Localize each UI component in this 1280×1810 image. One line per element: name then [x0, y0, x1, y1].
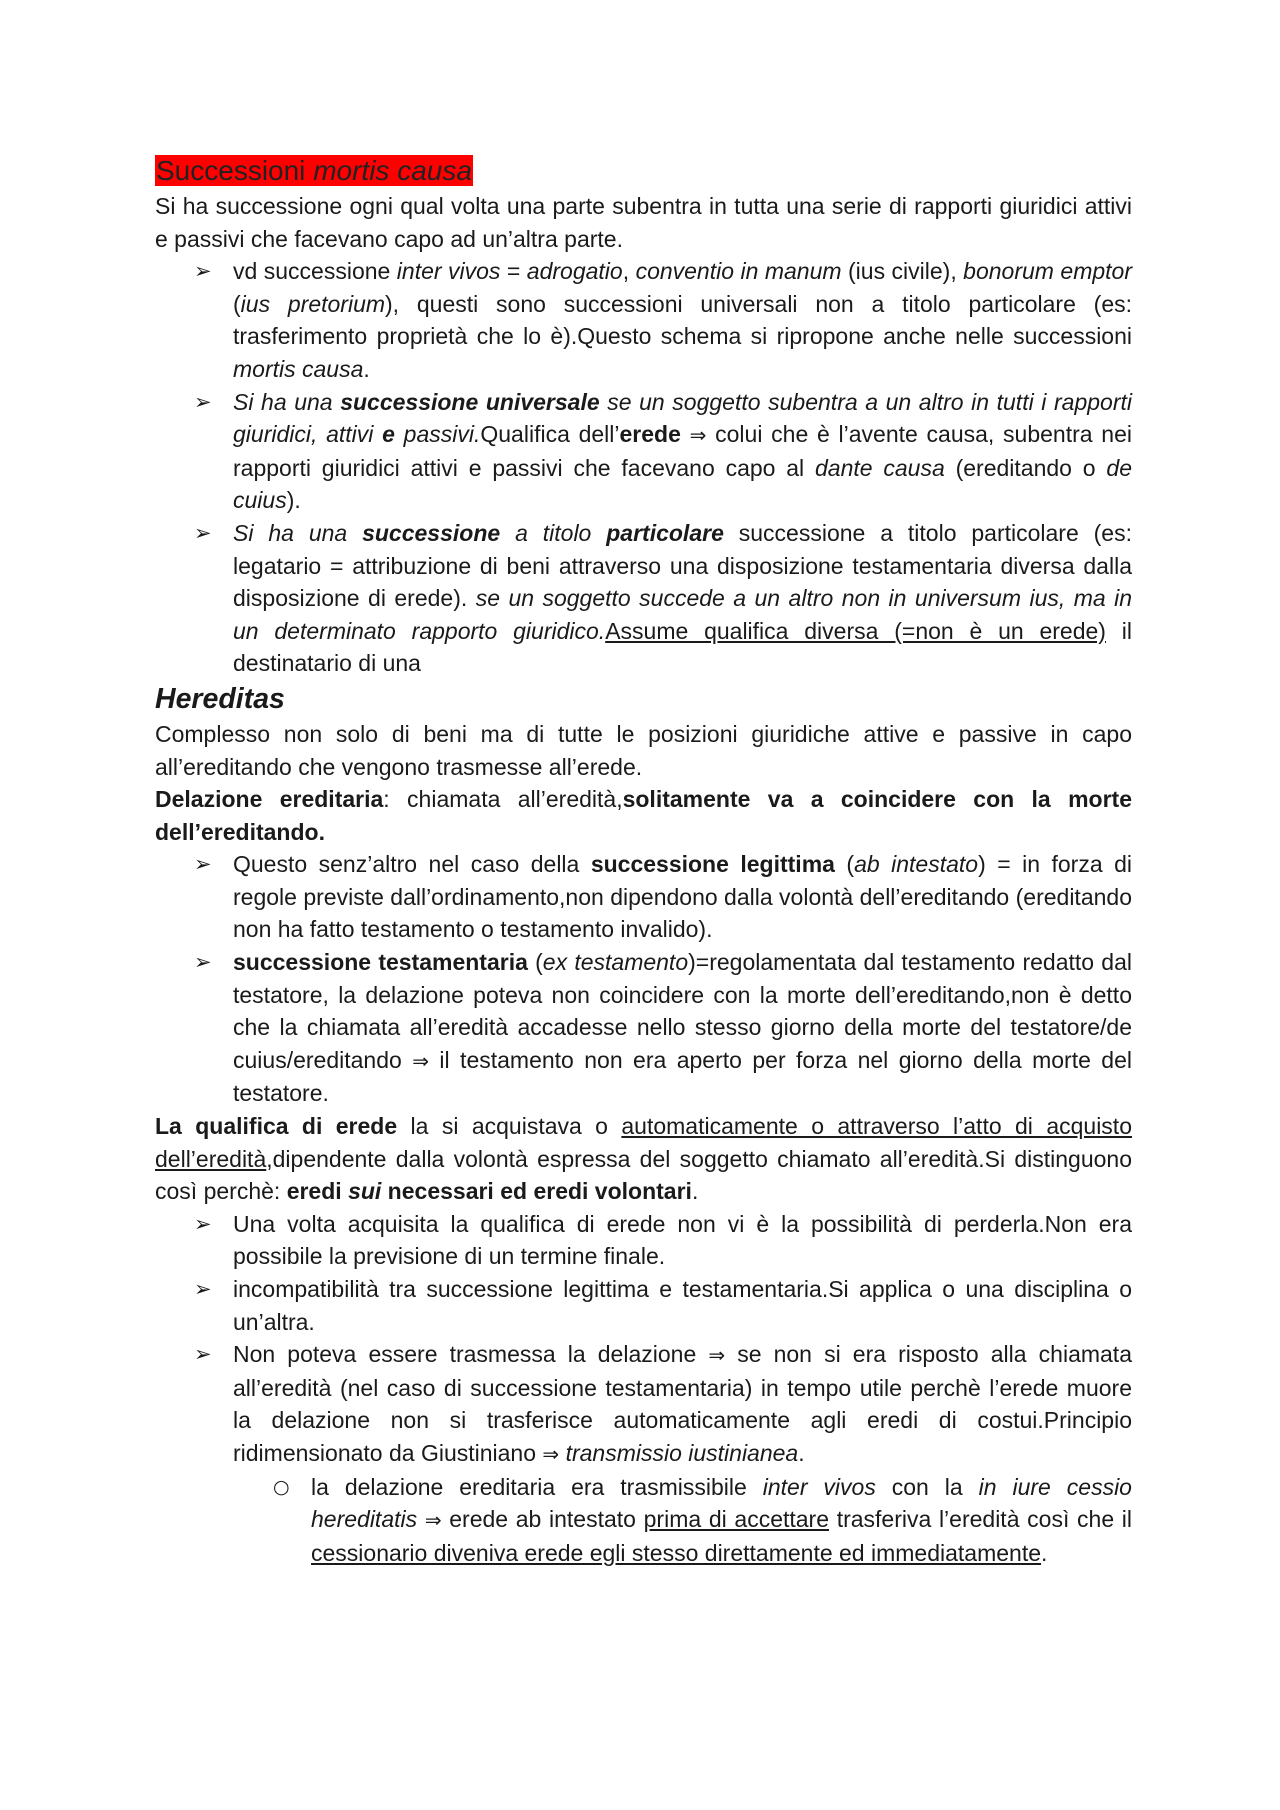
italic-run: adrogatio — [526, 258, 623, 285]
document-body — [155, 152, 1132, 1569]
text-run: Questo senz’altro nel caso della — [233, 851, 591, 878]
text-run: vd successione — [233, 258, 397, 285]
intro-paragraph: Si ha successione ogni qual volta una parte subentra in tutta una serie di rapporti giuridici attivi e passivi che facevano capo ad un’altra parte. — [155, 193, 1132, 252]
italic-run: a titolo — [500, 519, 607, 546]
text-run: Non poteva essere trasmessa la delazione — [233, 1341, 709, 1368]
bullet-successione-universale — [233, 386, 1132, 517]
italic-run: transmissio iustinianea — [565, 1439, 799, 1466]
text-run: successione a titolo particolare (es: legatario = attribuzione di beni attraverso una disposizione testamentaria diversa dalla disposizione di erede). — [233, 519, 1132, 612]
text-run: il destinatario di una — [233, 617, 1132, 677]
italic-run: Si ha una — [233, 388, 341, 415]
qualifica-bullet-list — [155, 1208, 1132, 1471]
text-run: con la — [875, 1473, 979, 1500]
italic-run: bonorum emptor — [963, 258, 1132, 285]
bold-italic-run: e — [382, 421, 395, 448]
text-run: ) = in forza di regole previste dall’ordinamento,non dipendono dalla volontà dell’ereditando (ereditando non ha fatto testamento o testamento invalido). — [233, 851, 1132, 943]
title-highlight — [155, 155, 473, 186]
bold-italic-run: sui — [348, 1178, 382, 1205]
underlined-run: Assume qualifica diversa (=non è un erede) — [605, 617, 1106, 644]
implies-arrow-icon: ⇒ — [424, 1508, 442, 1533]
bold-run: necessari ed eredi volontari — [381, 1178, 692, 1205]
implies-arrow-icon: ⇒ — [542, 1441, 560, 1466]
bold-run: erede — [619, 421, 681, 448]
text-run: la delazione ereditaria era trasmissibile — [311, 1473, 763, 1500]
text-run: colui che è l’avente causa, subentra nei rapporti giuridici attivi e passivi che facevano capo al — [233, 421, 1132, 481]
title-plain: Successioni — [156, 155, 314, 186]
text-run: trasferiva l’eredità così che il — [829, 1506, 1132, 1533]
italic-run: ab intestato — [854, 851, 979, 878]
hereditas-definition: Complesso non solo di beni ma di tutte le posizioni giuridiche attive e passive in capo all’ereditando che vengono trasmesse all’erede. — [155, 720, 1132, 780]
text-run: ( — [527, 949, 543, 976]
title-italic: mortis causa — [313, 155, 472, 186]
text-run: (ius civile), — [841, 258, 964, 285]
italic-run: se un soggetto succede a un altro non in universum ius, ma in un determinato rapporto giuridico. — [233, 585, 1132, 644]
italic-run: de cuius — [233, 454, 1132, 514]
italic-run: se un soggetto subentra a un altro in tutti i rapporti giuridici, attivi — [233, 388, 1132, 448]
bold-italic-run: particolare — [606, 519, 724, 546]
italic-run: inter vivos — [396, 258, 501, 285]
bold-run: successione legittima — [590, 851, 835, 878]
text-run: . — [1041, 1539, 1048, 1566]
text-run — [417, 1506, 425, 1532]
section-title-successioni — [155, 152, 1132, 190]
text-run: ). — [286, 487, 301, 514]
bullet-successione-testamentaria — [233, 946, 1132, 1110]
text-run: se non si era risposto alla chiamata all’eredità (nel caso di successione testamentaria) in tempo utile perchè l’erede muore la delazione non si trasferisce automaticamente agli eredi di costui.Principio ridimensionato da Giustiniano — [233, 1341, 1132, 1466]
implies-arrow-icon: ⇒ — [689, 423, 707, 448]
implies-arrow-icon: ⇒ — [412, 1048, 429, 1073]
delazione-paragraph — [155, 783, 1132, 848]
text-run: la si acquistava o — [397, 1113, 622, 1140]
text-run: , — [622, 258, 636, 285]
sub-bullet-list — [155, 1471, 1132, 1570]
italic-run: passivi. — [394, 421, 481, 448]
text-run: ), questi sono successioni universali non a titolo particolare (es: trasferimento proprietà che lo è).Questo schema si ripropone anche nelle successioni — [233, 290, 1132, 350]
text-run: ,dipendente dalla volontà espressa del soggetto chiamato all’eredità.Si distinguono così perchè: — [155, 1145, 1132, 1205]
successioni-bullet-list — [155, 255, 1132, 680]
text-run: = — [500, 258, 527, 285]
bold-run: successione testamentaria — [233, 949, 528, 976]
text-run: il testamento non era aperto per forza nel giorno della morte del testatore. — [233, 1046, 1132, 1107]
bold-run: Delazione ereditaria — [155, 786, 384, 813]
bold-run: eredi — [286, 1178, 349, 1205]
text-run: Qualifica dell’ — [480, 421, 620, 448]
text-run: . — [691, 1178, 699, 1205]
italic-run: ius pretorium — [240, 290, 386, 317]
bold-italic-run: successione universale — [340, 388, 600, 415]
italic-run: mortis causa — [233, 355, 364, 382]
bullet-delazione-non-trasmessa — [233, 1338, 1132, 1470]
underlined-run: prima di accettare — [643, 1506, 830, 1533]
underlined-run: cessionario diveniva erede egli stesso direttamente ed immediatamente — [311, 1539, 1042, 1566]
bullet-incompatibilita: ➢ incompatibilità tra successione legittima e testamentaria.Si applica o una disciplina o un’altra. — [233, 1273, 1132, 1338]
text-run: . — [363, 355, 370, 382]
section-title-hereditas: Hereditas — [155, 682, 285, 715]
bold-italic-run: successione — [362, 519, 501, 546]
underlined-run: automaticamente o attraverso l’atto di acquisto dell’eredità — [155, 1113, 1132, 1172]
italic-run: Si ha una — [233, 519, 363, 546]
text-run: : chiamata all’eredità, — [383, 786, 623, 813]
subbullet-in-iure-cessio — [311, 1471, 1132, 1570]
bullet-qualifica-permanente: ➢ Una volta acquisita la qualifica di erede non vi è la possibilità di perderla.Non era possibile la previsione di un termine finale. — [233, 1208, 1132, 1273]
text-run: . — [798, 1439, 805, 1466]
bullet-successione-legittima — [233, 848, 1132, 946]
bold-run: La qualifica di erede — [155, 1113, 398, 1140]
text-run: ( — [834, 851, 855, 878]
text-run: erede ab intestato — [441, 1506, 644, 1533]
italic-run: dante causa — [815, 454, 945, 481]
text-run: (ereditando o — [944, 454, 1107, 481]
bullet-inter-vivos — [233, 255, 1132, 385]
delazione-bullet-list — [155, 848, 1132, 1110]
bold-run: solitamente va a coincidere con la morte dell’ereditando. — [155, 786, 1132, 845]
text-run: )=regolamentata dal testamento redatto dal testatore, la delazione poteva non coincidere con la morte dell’ereditando,non è detto che la chiamata all’eredità accadesse nello stesso giorno della morte del testatore/de cuius/ereditando — [233, 949, 1132, 1073]
bullet-successione-particolare — [233, 517, 1132, 680]
implies-arrow-icon: ⇒ — [708, 1343, 726, 1368]
text-run: ( — [233, 290, 241, 317]
italic-run: conventio in manum — [635, 258, 842, 285]
italic-run: ex testamento — [542, 949, 689, 976]
italic-run: in iure cessio hereditatis — [311, 1473, 1132, 1533]
italic-run: inter vivos — [762, 1473, 876, 1500]
qualifica-erede-paragraph — [155, 1110, 1132, 1208]
